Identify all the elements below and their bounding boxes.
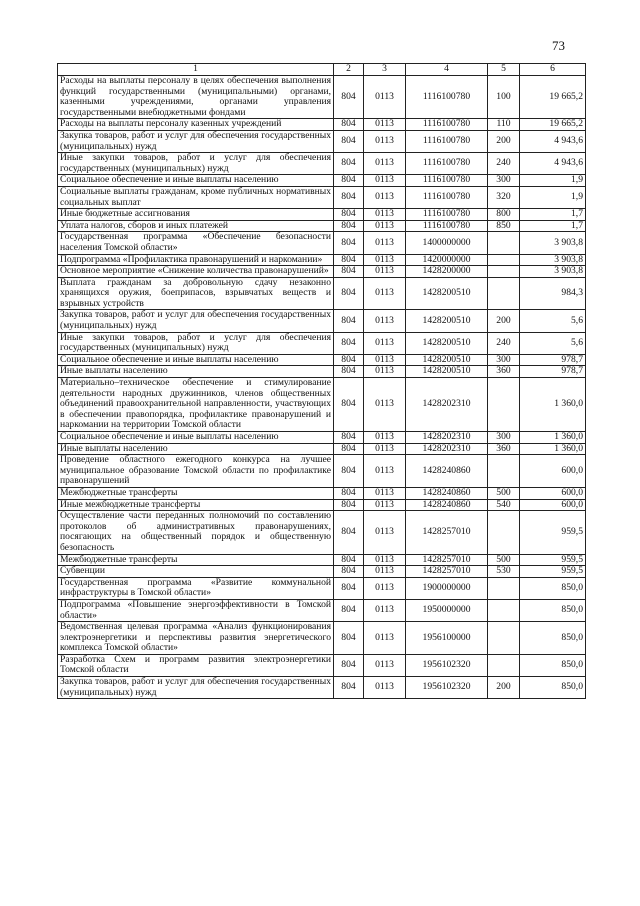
target-article-code: 1116100780 [406, 186, 488, 208]
amount: 850,0 [520, 654, 586, 676]
table-row [58, 554, 586, 566]
amount: 959,5 [520, 554, 586, 566]
column-header: 4 [406, 64, 488, 76]
table-row [58, 432, 586, 444]
target-article-code: 1116100780 [406, 76, 488, 119]
section-code: 0113 [364, 254, 406, 266]
amount: 5,6 [520, 332, 586, 354]
target-article-code: 1428200510 [406, 310, 488, 332]
section-code: 0113 [364, 266, 406, 278]
page-number: 73 [552, 38, 565, 53]
section-code: 0113 [364, 499, 406, 511]
expense-type-code: 200 [488, 677, 520, 699]
expense-type-code: 500 [488, 554, 520, 566]
ministry-code: 804 [334, 599, 364, 621]
table-row [58, 443, 586, 455]
section-code: 0113 [364, 130, 406, 152]
table-row [58, 566, 586, 578]
target-article-code: 1956102320 [406, 677, 488, 699]
table-row [58, 232, 586, 254]
table-row [58, 209, 586, 221]
expense-type-code [488, 266, 520, 278]
row-description: Подпрограмма «Профилактика правонарушений и наркомании» [58, 254, 334, 266]
section-code: 0113 [364, 119, 406, 131]
target-article-code: 1116100780 [406, 153, 488, 175]
target-article-code: 1950000000 [406, 599, 488, 621]
expense-type-code: 530 [488, 566, 520, 578]
section-code: 0113 [364, 622, 406, 655]
table-row [58, 277, 586, 310]
expense-type-code: 500 [488, 487, 520, 499]
table-row [58, 622, 586, 655]
target-article-code: 1116100780 [406, 220, 488, 232]
target-article-code: 1428200510 [406, 277, 488, 310]
section-code: 0113 [364, 220, 406, 232]
ministry-code: 804 [334, 266, 364, 278]
target-article-code: 1428202310 [406, 432, 488, 444]
row-description: Социальное обеспечение и иные выплаты населению [58, 432, 334, 444]
budget-table [57, 63, 586, 699]
section-code: 0113 [364, 654, 406, 676]
section-code: 0113 [364, 232, 406, 254]
ministry-code: 804 [334, 332, 364, 354]
target-article-code: 1428257010 [406, 554, 488, 566]
section-code: 0113 [364, 186, 406, 208]
amount: 850,0 [520, 577, 586, 599]
table-row [58, 130, 586, 152]
ministry-code: 804 [334, 378, 364, 432]
ministry-code: 804 [334, 310, 364, 332]
expense-type-code: 200 [488, 310, 520, 332]
amount: 1,9 [520, 175, 586, 187]
row-description: Иные закупки товаров, работ и услуг для обеспечения государственных (муниципальных) нужд [58, 153, 334, 175]
ministry-code: 804 [334, 443, 364, 455]
column-header: 6 [520, 64, 586, 76]
target-article-code: 1116100780 [406, 119, 488, 131]
table-row [58, 332, 586, 354]
table-row [58, 175, 586, 187]
table-row [58, 654, 586, 676]
table-row [58, 378, 586, 432]
section-code: 0113 [364, 577, 406, 599]
section-code: 0113 [364, 566, 406, 578]
section-code: 0113 [364, 443, 406, 455]
section-code: 0113 [364, 511, 406, 554]
section-code: 0113 [364, 175, 406, 187]
target-article-code: 1116100780 [406, 209, 488, 221]
amount: 984,3 [520, 277, 586, 310]
expense-type-code: 240 [488, 153, 520, 175]
table-row [58, 254, 586, 266]
table-row [58, 266, 586, 278]
amount: 959,5 [520, 511, 586, 554]
row-description: Иные выплаты населению [58, 443, 334, 455]
amount: 4 943,6 [520, 130, 586, 152]
row-description: Закупка товаров, работ и услуг для обеспечения государственных (муниципальных) нужд [58, 130, 334, 152]
table-row [58, 455, 586, 488]
row-description: Межбюджетные трансферты [58, 554, 334, 566]
row-description: Расходы на выплаты персоналу казенных учреждений [58, 119, 334, 131]
expense-type-code [488, 654, 520, 676]
amount: 600,0 [520, 455, 586, 488]
expense-type-code: 300 [488, 432, 520, 444]
amount: 5,6 [520, 310, 586, 332]
expense-type-code: 240 [488, 332, 520, 354]
column-header-row [58, 64, 586, 76]
target-article-code: 1116100780 [406, 130, 488, 152]
ministry-code: 804 [334, 499, 364, 511]
table-row [58, 310, 586, 332]
amount: 978,7 [520, 366, 586, 378]
ministry-code: 804 [334, 455, 364, 488]
amount: 3 903,8 [520, 266, 586, 278]
amount: 1,7 [520, 209, 586, 221]
target-article-code: 1116100780 [406, 175, 488, 187]
amount: 850,0 [520, 622, 586, 655]
expense-type-code: 540 [488, 499, 520, 511]
expense-type-code [488, 232, 520, 254]
section-code: 0113 [364, 432, 406, 444]
section-code: 0113 [364, 366, 406, 378]
amount: 1,7 [520, 220, 586, 232]
row-description: Закупка товаров, работ и услуг для обеспечения государственных (муниципальных) нужд [58, 677, 334, 699]
section-code: 0113 [364, 599, 406, 621]
amount: 600,0 [520, 487, 586, 499]
amount: 1 360,0 [520, 378, 586, 432]
ministry-code: 804 [334, 186, 364, 208]
ministry-code: 804 [334, 254, 364, 266]
ministry-code: 804 [334, 654, 364, 676]
section-code: 0113 [364, 554, 406, 566]
table-row [58, 677, 586, 699]
target-article-code: 1428200510 [406, 366, 488, 378]
ministry-code: 804 [334, 175, 364, 187]
section-code: 0113 [364, 677, 406, 699]
ministry-code: 804 [334, 566, 364, 578]
target-article-code: 1400000000 [406, 232, 488, 254]
amount: 3 903,8 [520, 232, 586, 254]
row-description: Субвенции [58, 566, 334, 578]
ministry-code: 804 [334, 677, 364, 699]
section-code: 0113 [364, 209, 406, 221]
target-article-code: 1956100000 [406, 622, 488, 655]
ministry-code: 804 [334, 220, 364, 232]
row-description: Разработка Схем и программ развития электроэнергетики Томской области [58, 654, 334, 676]
amount: 850,0 [520, 677, 586, 699]
column-header: 5 [488, 64, 520, 76]
table-row [58, 366, 586, 378]
section-code: 0113 [364, 455, 406, 488]
expense-type-code [488, 455, 520, 488]
target-article-code: 1428257010 [406, 511, 488, 554]
expense-type-code: 360 [488, 443, 520, 455]
table-row [58, 153, 586, 175]
target-article-code: 1428200000 [406, 266, 488, 278]
table-row [58, 220, 586, 232]
target-article-code: 1428257010 [406, 566, 488, 578]
row-description: Выплата гражданам за добровольную сдачу незаконно хранящихся оружия, боеприпасов, взрывчатых веществ и взрывных устройств [58, 277, 334, 310]
expense-type-code: 850 [488, 220, 520, 232]
expense-type-code [488, 277, 520, 310]
row-description: Материально–техническое обеспечение и стимулирование деятельности народных дружинников, членов общественных объединений правоохранительной направленности, участвующих в обеспечении правопорядка, профилактике правонарушений и наркомании на территории Томской области [58, 378, 334, 432]
table-row [58, 599, 586, 621]
expense-type-code: 100 [488, 76, 520, 119]
row-description: Социальное обеспечение и иные выплаты населению [58, 175, 334, 187]
row-description: Государственная программа «Обеспечение безопасности населения Томской области» [58, 232, 334, 254]
target-article-code: 1900000000 [406, 577, 488, 599]
section-code: 0113 [364, 153, 406, 175]
table-row [58, 354, 586, 366]
ministry-code: 804 [334, 622, 364, 655]
ministry-code: 804 [334, 354, 364, 366]
target-article-code: 1428202310 [406, 443, 488, 455]
expense-type-code [488, 254, 520, 266]
section-code: 0113 [364, 310, 406, 332]
amount: 850,0 [520, 599, 586, 621]
ministry-code: 804 [334, 119, 364, 131]
expense-type-code [488, 378, 520, 432]
target-article-code: 1956102320 [406, 654, 488, 676]
section-code: 0113 [364, 76, 406, 119]
row-description: Социальное обеспечение и иные выплаты населению [58, 354, 334, 366]
row-description: Уплата налогов, сборов и иных платежей [58, 220, 334, 232]
amount: 1 360,0 [520, 432, 586, 444]
column-header: 3 [364, 64, 406, 76]
row-description: Иные выплаты населению [58, 366, 334, 378]
expense-type-code: 320 [488, 186, 520, 208]
row-description: Государственная программа «Развитие коммунальной инфраструктуры в Томской области» [58, 577, 334, 599]
ministry-code: 804 [334, 277, 364, 310]
section-code: 0113 [364, 332, 406, 354]
amount: 959,5 [520, 566, 586, 578]
row-description: Осуществление части переданных полномочий по составлению протоколов об административных правонарушениях, посягающих на общественный порядок и общественную безопасность [58, 511, 334, 554]
section-code: 0113 [364, 354, 406, 366]
target-article-code: 1428200510 [406, 332, 488, 354]
amount: 1,9 [520, 186, 586, 208]
table-row [58, 76, 586, 119]
amount: 19 665,2 [520, 119, 586, 131]
target-article-code: 1428200510 [406, 354, 488, 366]
row-description: Основное мероприятие «Снижение количества правонарушений» [58, 266, 334, 278]
row-description: Иные межбюджетные трансферты [58, 499, 334, 511]
target-article-code: 1428240860 [406, 487, 488, 499]
ministry-code: 804 [334, 577, 364, 599]
expense-type-code: 360 [488, 366, 520, 378]
column-header: 2 [334, 64, 364, 76]
ministry-code: 804 [334, 153, 364, 175]
target-article-code: 1420000000 [406, 254, 488, 266]
section-code: 0113 [364, 378, 406, 432]
expense-type-code [488, 577, 520, 599]
table-row [58, 511, 586, 554]
expense-type-code [488, 622, 520, 655]
amount: 4 943,6 [520, 153, 586, 175]
expense-type-code: 300 [488, 354, 520, 366]
expense-type-code: 300 [488, 175, 520, 187]
table-row [58, 499, 586, 511]
ministry-code: 804 [334, 232, 364, 254]
ministry-code: 804 [334, 209, 364, 221]
row-description: Закупка товаров, работ и услуг для обеспечения государственных (муниципальных) нужд [58, 310, 334, 332]
expense-type-code [488, 511, 520, 554]
expense-type-code: 800 [488, 209, 520, 221]
table-row [58, 487, 586, 499]
row-description: Иные закупки товаров, работ и услуг для обеспечения государственных (муниципальных) нужд [58, 332, 334, 354]
amount: 19 665,2 [520, 76, 586, 119]
table-row [58, 577, 586, 599]
amount: 600,0 [520, 499, 586, 511]
section-code: 0113 [364, 277, 406, 310]
ministry-code: 804 [334, 76, 364, 119]
row-description: Ведомственная целевая программа «Анализ функционирования электроэнергетики и перспективы развития энергетического комплекса Томской области» [58, 622, 334, 655]
target-article-code: 1428202310 [406, 378, 488, 432]
ministry-code: 804 [334, 432, 364, 444]
row-description: Иные бюджетные ассигнования [58, 209, 334, 221]
column-header: 1 [58, 64, 334, 76]
section-code: 0113 [364, 487, 406, 499]
amount: 1 360,0 [520, 443, 586, 455]
ministry-code: 804 [334, 130, 364, 152]
expense-type-code [488, 599, 520, 621]
table-row [58, 119, 586, 131]
ministry-code: 804 [334, 511, 364, 554]
target-article-code: 1428240860 [406, 455, 488, 488]
amount: 978,7 [520, 354, 586, 366]
row-description: Проведение областного ежегодного конкурса на лучшее муниципальное образование Томской области по профилактике правонарушений [58, 455, 334, 488]
row-description: Межбюджетные трансферты [58, 487, 334, 499]
row-description: Расходы на выплаты персоналу в целях обеспечения выполнения функций государственными (муниципальными) органами, казенными учреждениями, органами управления государственными внебюджетными фондами [58, 76, 334, 119]
table-row [58, 186, 586, 208]
target-article-code: 1428240860 [406, 499, 488, 511]
ministry-code: 804 [334, 487, 364, 499]
row-description: Социальные выплаты гражданам, кроме публичных нормативных социальных выплат [58, 186, 334, 208]
expense-type-code: 200 [488, 130, 520, 152]
expense-type-code: 110 [488, 119, 520, 131]
amount: 3 903,8 [520, 254, 586, 266]
row-description: Подпрограмма «Повышение энергоэффективности в Томской области» [58, 599, 334, 621]
ministry-code: 804 [334, 366, 364, 378]
ministry-code: 804 [334, 554, 364, 566]
